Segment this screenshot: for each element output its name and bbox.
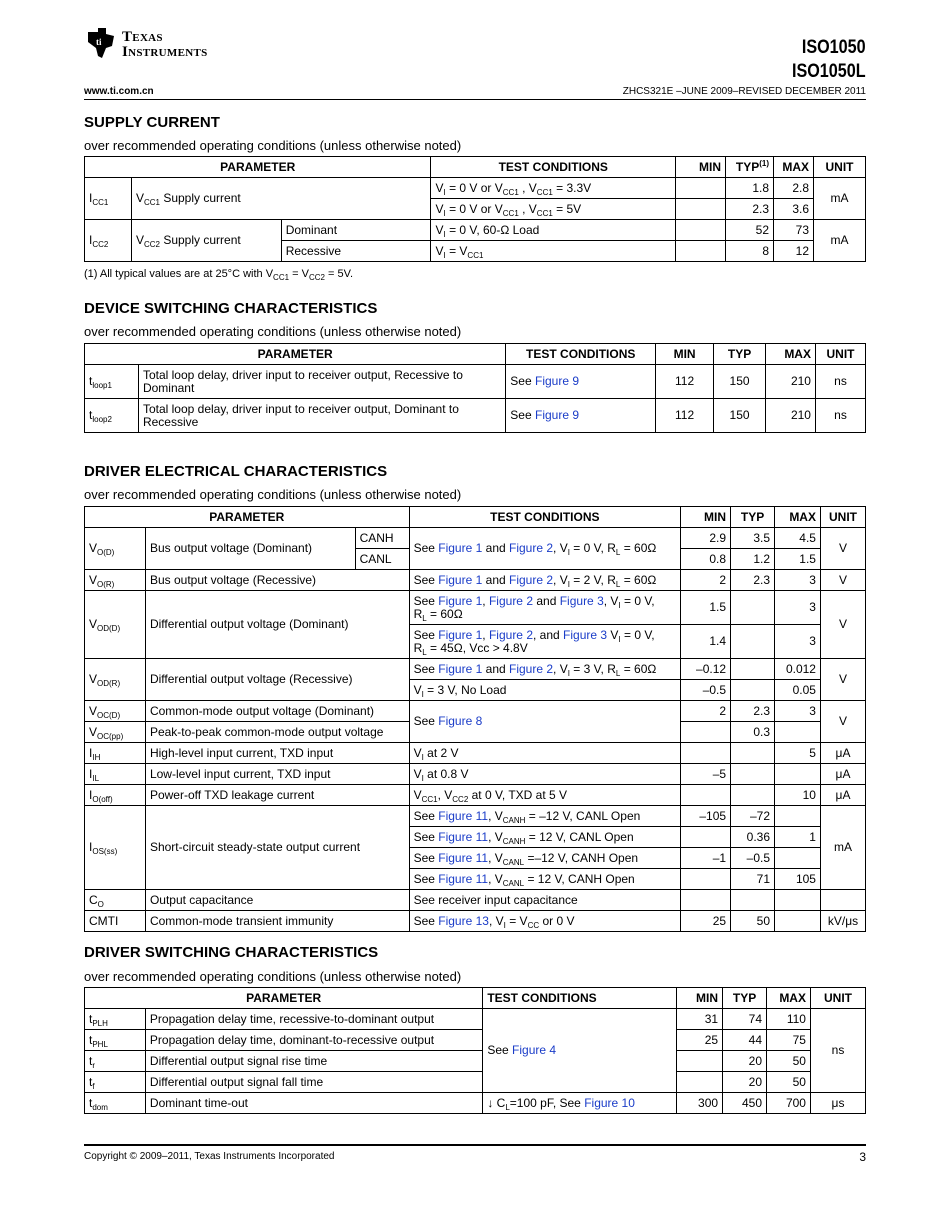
col-parameter: PARAMETER (85, 157, 431, 178)
table-row: CANL 0.8 1.2 1.5 (85, 549, 866, 570)
param-desc: $V_{CC1}$ Supply current (131, 178, 431, 220)
device-switching-note: over recommended operating conditions (unless otherwise noted) (84, 324, 462, 339)
table-row: $t_f$ Differential output signal fall time 20 50 (85, 1072, 866, 1093)
supply-current-title: SUPPLY CURRENT (84, 114, 220, 131)
col-unit: UNIT (814, 157, 866, 178)
part-number-1: ISO1050 (802, 37, 866, 58)
ti-state-icon (84, 26, 118, 60)
part-numbers (792, 36, 866, 84)
table-row: Recessive $V_I = V_{CC1}$ 8 12 (85, 241, 866, 262)
table-row: $V_I = 3$ V, No Load –0.5 0.05 (85, 680, 866, 701)
driver-electrical-note: over recommended operating conditions (unless otherwise noted) (84, 487, 462, 502)
table-row: $I_{IH}$ High-level input current, TXD input $V_I$ at 2 V 5 μA (85, 743, 866, 764)
table-row: $V_{OD(R)}$ Differential output voltage (Recessive) See Figure 1 and Figure 2, $V_I = 3$ V, $R_L = 60\Omega$ –0.12 0.012 V (85, 659, 866, 680)
col-min: MIN (676, 157, 726, 178)
logo-wordmark (122, 30, 208, 60)
copyright: Copyright © 2009–2011, Texas Instruments Incorporated (84, 1151, 335, 1162)
ti-logo (84, 26, 234, 66)
table-row: $t_{PHL}$ Propagation delay time, dominant-to-recessive output 25 44 75 (85, 1030, 866, 1051)
logo-line2: Instruments (122, 44, 208, 60)
svg-text:ti: ti (96, 37, 102, 47)
table-row: $I_{IL}$ Low-level input current, TXD input $V_I$ at 0.8 V –5 μA (85, 764, 866, 785)
table-row: $V_I = 0$ V or $V_{CC1}$ , $V_{CC1} = 5V$ 2.3 3.6 (85, 199, 866, 220)
table-row: $t_{PLH}$ Propagation delay time, recessive-to-dominant output See Figure 4 31 74 110 ns (85, 1009, 866, 1030)
footer-rule (84, 1144, 866, 1146)
site-url[interactable]: www.ti.com.cn (84, 86, 154, 97)
header-rule (84, 99, 866, 100)
table-row: $t_r$ Differential output signal rise time 20 50 (85, 1051, 866, 1072)
driver-switching-title: DRIVER SWITCHING CHARACTERISTICS (84, 944, 379, 961)
page-number: 3 (859, 1150, 866, 1164)
supply-footnote: (1) All typical values are at 25°C with $V_{CC1} = V_{CC2} = 5V$. (84, 268, 353, 282)
table-row: $V_{OD(D)}$ Differential output voltage (Dominant) See Figure 1, Figure 2 and Figure 3, $V_I = 0$ V, $R_L = 60\Omega$ 1.5 3 V (85, 591, 866, 625)
table-row: $t_{loop2}$ Total loop delay, driver input to receiver output, Dominant to Recessive See Figure 9 112 150 210 ns (85, 399, 866, 433)
figure-link[interactable]: Figure 9 (534, 408, 580, 422)
test-condition: $V_I = V_{CC1}$ (431, 241, 676, 262)
symbol-tloop2: $t_{loop2}$ (85, 399, 139, 433)
param-desc: $V_{CC2}$ Supply current (131, 220, 281, 262)
figure-link[interactable]: Figure 9 (534, 374, 580, 388)
document-id: ZHCS321E –JUNE 2009–REVISED DECEMBER 2011 (622, 86, 866, 97)
table-row: See Figure 1, Figure 2, and Figure 3 $V_I = 0$ V, $R_L = 45\Omega$, Vcc > 4.8V 1.4 3 (85, 625, 866, 659)
table-row: See Figure 11, $V_{CANL} =-12$ V, CANH Open –1 –0.5 (85, 848, 866, 869)
col-test-conditions: TEST CONDITIONS (431, 157, 676, 178)
table-header-row: PARAMETER TEST CONDITIONS MIN TYP MAX UNIT (85, 344, 866, 365)
table-row: See Figure 11, $V_{CANH} = 12$ V, CANL Open 0.36 1 (85, 827, 866, 848)
driver-switching-note: over recommended operating conditions (unless otherwise noted) (84, 969, 462, 984)
supply-current-note: over recommended operating conditions (unless otherwise noted) (84, 138, 462, 153)
table-row: CMTI Common-mode transient immunity See Figure 13, $V_I = V_{CC}$ or 0 V 25 50 kV/μs (85, 911, 866, 932)
table-row: $V_{O(D)}$ Bus output voltage (Dominant) CANH See Figure 1 and Figure 2, $V_I = 0$ V, $R_L = 60\Omega$ 2.9 3.5 4.5 V (85, 528, 866, 549)
part-number-2: ISO1050L (792, 61, 866, 82)
table-row: $t_{loop1}$ Total loop delay, driver input to receiver output, Recessive to Dominant See Figure 9 112 150 210 ns (85, 365, 866, 399)
table-header-row: PARAMETER TEST CONDITIONS MIN TYP MAX UNIT (85, 988, 866, 1009)
table-header-row: PARAMETER TEST CONDITIONS MIN TYP MAX UNIT (85, 507, 866, 528)
table-row: $I_{CC2}$ $V_{CC2}$ Supply current Dominant $V_I = 0$ V, 60-Ω Load 52 73 mA (85, 220, 866, 241)
table-row: $I_{O(off)}$ Power-off TXD leakage current $V_{CC1}$, $V_{CC2}$ at 0 V, TXD at 5 V 10 μA (85, 785, 866, 806)
driver-electrical-table (84, 506, 866, 932)
supply-current-table (84, 156, 866, 262)
table-row: $V_{O(R)}$ Bus output voltage (Recessive) See Figure 1 and Figure 2, $V_I = 2$ V, $R_L = 60\Omega$ 2 2.3 3 V (85, 570, 866, 591)
test-condition: $V_I = 0$ V or $V_{CC1}$ , $V_{CC1} = 3.3V$ (431, 178, 676, 199)
col-max: MAX (774, 157, 814, 178)
table-row: $C_O$ Output capacitance See receiver input capacitance (85, 890, 866, 911)
device-switching-title: DEVICE SWITCHING CHARACTERISTICS (84, 300, 378, 317)
table-row: $V_{OC(D)}$ Common-mode output voltage (Dominant) See Figure 8 2 2.3 3 V (85, 701, 866, 722)
test-condition: $V_I = 0$ V, 60-Ω Load (431, 220, 676, 241)
table-row: $I_{OS(ss)}$ Short-circuit steady-state output current See Figure 11, $V_{CANH} = -12$ V, CANL Open –105 –72 mA (85, 806, 866, 827)
driver-switching-table (84, 987, 866, 1114)
test-condition: $V_I = 0$ V or $V_{CC1}$ , $V_{CC1} = 5V$ (431, 199, 676, 220)
symbol-tloop1: $t_{loop1}$ (85, 365, 139, 399)
table-row: See Figure 11, $V_{CANL} = 12$ V, CANH Open 71 105 (85, 869, 866, 890)
device-switching-table (84, 343, 866, 433)
table-row: $t_{dom}$ Dominant time-out ↓ $C_L=100$ pF, See Figure 10 300 450 700 μs (85, 1093, 866, 1114)
driver-electrical-title: DRIVER ELECTRICAL CHARACTERISTICS (84, 463, 388, 480)
table-row: $V_{OC(pp)}$ Peak-to-peak common-mode output voltage 0.3 (85, 722, 866, 743)
symbol-icc2: $I_{CC2}$ (85, 220, 132, 262)
table-header-row (85, 157, 866, 178)
logo-line1: Texas (122, 29, 163, 45)
symbol-icc1: $I_{CC1}$ (85, 178, 132, 220)
col-typ: TYP$^{(1)}$ (726, 157, 774, 178)
table-row: $I_{CC1}$ $V_{CC1}$ Supply current $V_I = 0$ V or $V_{CC1}$ , $V_{CC1} = 3.3V$ 1.8 2.8 mA (85, 178, 866, 199)
